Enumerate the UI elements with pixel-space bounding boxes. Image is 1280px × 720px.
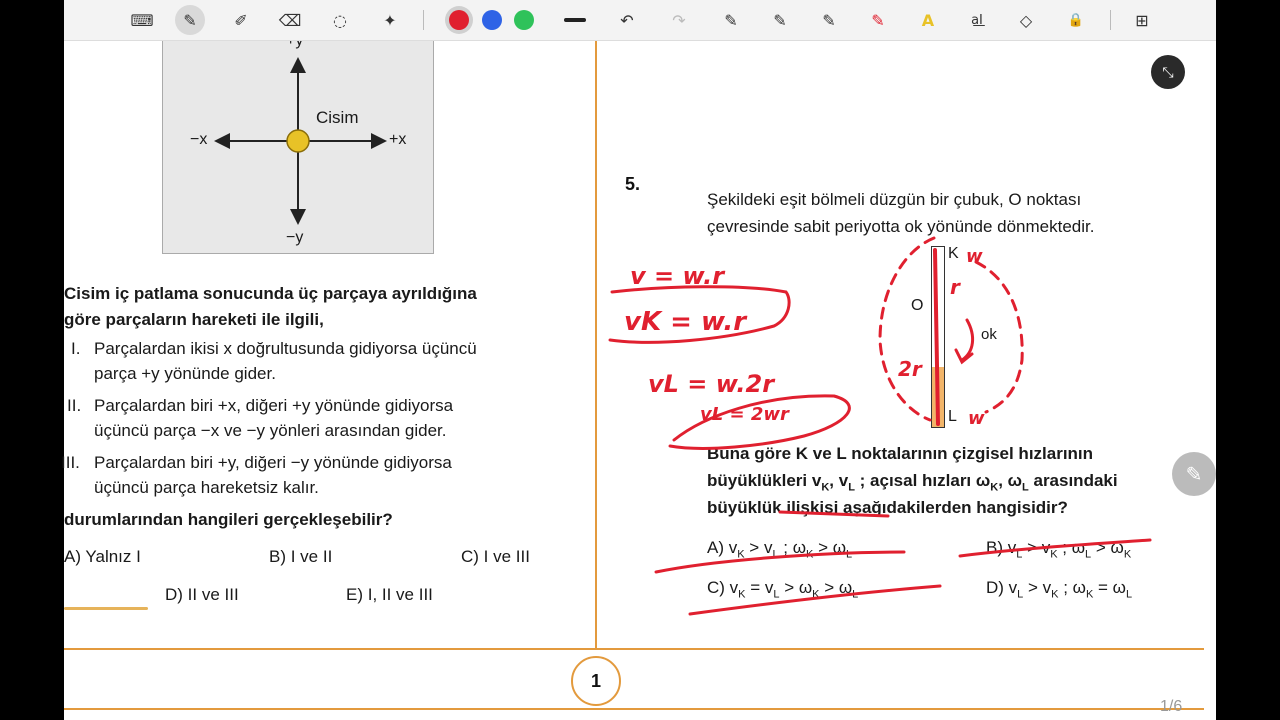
- collapse-fullscreen-button[interactable]: [1151, 55, 1185, 89]
- ask-line-3: büyüklük ilişkisi aşağıdakilerden hangisidir?: [707, 498, 1068, 517]
- collapse-icon: ⤡: [1162, 63, 1174, 80]
- ink-rod-line: [935, 250, 938, 424]
- ink-rotation-left: [880, 238, 934, 420]
- pen-settings-icon[interactable]: ✎: [724, 10, 738, 30]
- color-red-button[interactable]: [449, 10, 469, 30]
- minus-x-label: −x: [190, 131, 208, 148]
- ink-omega-top: w: [966, 246, 983, 267]
- item-2-line-1: Parçalardan biri +x, diğeri +y yönünde gidiyorsa: [94, 396, 454, 415]
- toolbar-separator: [423, 10, 424, 30]
- pen-alt2-icon[interactable]: ✎: [822, 10, 836, 30]
- redo-icon[interactable]: ↷: [672, 10, 686, 30]
- ink-line-2: vK = w.r: [624, 307, 747, 337]
- ink-underline-iliskisi: [780, 512, 888, 516]
- pen-alt-icon[interactable]: ✎: [773, 10, 787, 30]
- grid-icon[interactable]: ⊞: [1135, 10, 1149, 30]
- rod-label-k: K: [948, 245, 959, 262]
- text-tool-icon[interactable]: a͟I: [971, 12, 983, 28]
- keyboard-icon[interactable]: ⌨: [130, 10, 154, 30]
- ink-strike-c: [690, 586, 940, 614]
- marker-red-icon[interactable]: ✎: [871, 10, 885, 30]
- rod-label-o: O: [911, 297, 924, 314]
- ink-line-1: v = w.r: [630, 262, 725, 290]
- highlighter-icon[interactable]: ✐: [234, 10, 248, 30]
- pen-icon[interactable]: ✎: [175, 5, 205, 35]
- floating-pencil-button[interactable]: [1172, 452, 1216, 496]
- stem-line-2: çevresinde sabit periyotta ok yönünde dönmektedir.: [707, 217, 1095, 236]
- stroke-width-button[interactable]: [564, 18, 586, 22]
- toolbar-separator-2: [1110, 10, 1111, 30]
- item-2-line-2: üçüncü parça −x ve −y yönleri arasından gider.: [94, 421, 447, 440]
- ink-line-3: vL = w.2r: [648, 370, 775, 398]
- option-5d[interactable]: D) $v_L > v_K$ ; $\omega_K = \omega_L$: [986, 578, 1133, 601]
- item-1-num: I.: [71, 339, 81, 358]
- item-2-num: II.: [67, 396, 82, 415]
- item-3-num: III.: [61, 453, 80, 472]
- ink-omega-bottom: w: [968, 408, 985, 429]
- option-a[interactable]: A) Yalnız I: [64, 547, 141, 566]
- rod-label-l: L: [948, 408, 957, 425]
- option-5c[interactable]: C) $v_K = v_L > \omega_K > \omega_L$: [707, 578, 859, 601]
- color-green-button[interactable]: [514, 10, 534, 30]
- magic-icon[interactable]: ✦: [383, 10, 397, 30]
- ink-annotations: [64, 0, 1216, 720]
- question-line-2: göre parçaların hareketi ile ilgili,: [64, 310, 324, 329]
- page-count: 1/6: [1160, 698, 1183, 715]
- question-number: 5.: [625, 174, 641, 194]
- annotation-toolbar: [64, 0, 1216, 41]
- lock-icon[interactable]: 🔒: [1067, 12, 1085, 28]
- text-highlight-icon[interactable]: A: [921, 10, 935, 30]
- ink-r-near-k: r: [950, 275, 960, 299]
- lasso-icon[interactable]: ◌: [333, 10, 347, 30]
- document-page: [61, 0, 1216, 720]
- pencil-icon: ✎: [1185, 463, 1203, 486]
- option-d[interactable]: D) II ve III: [165, 585, 239, 604]
- item-3-line-1: Parçalardan biri +y, diğeri −y yönünde gidiyorsa: [94, 453, 452, 472]
- option-5a[interactable]: A) $v_K > v_L$ ; $\omega_K > \omega_L$: [707, 538, 853, 561]
- eraser-icon[interactable]: ⌫: [278, 10, 302, 30]
- ink-strike-b: [960, 540, 1150, 556]
- item-1-line-2: parça +y yönünde gider.: [94, 364, 276, 383]
- item-3-line-2: üçüncü parça hareketsiz kalır.: [94, 478, 319, 497]
- question-line-1: Cisim iç patlama sonucunda üç parçaya ayrıldığına: [64, 284, 477, 303]
- option-c[interactable]: C) I ve III: [461, 547, 530, 566]
- ask-line-2: büyüklükleri $v_K$, $v_L$ ; açısal hızları $\omega_K$, $\omega_L$ arasındaki: [707, 471, 1118, 494]
- plus-x-label: +x: [389, 131, 407, 148]
- ink-strike-a: [656, 552, 904, 572]
- question-end: durumlarından hangileri gerçekleşebilir?: [64, 510, 393, 529]
- object-label: Cisim: [316, 108, 359, 127]
- color-blue-button[interactable]: [482, 10, 502, 30]
- item-1-line-1: Parçalardan ikisi x doğrultusunda gidiyorsa üçüncü: [94, 339, 477, 358]
- ink-two-r: 2r: [898, 357, 922, 381]
- rod-label-ok: ok: [981, 326, 997, 343]
- stem-line-1: Şekildeki eşit bölmeli düzgün bir çubuk, O noktası: [707, 190, 1082, 209]
- option-5b[interactable]: B) $v_L > v_K$ ; $\omega_L > \omega_K$: [986, 538, 1132, 561]
- option-e[interactable]: E) I, II ve III: [346, 585, 433, 604]
- shapes-icon[interactable]: ◇: [1019, 10, 1033, 30]
- ask-line-1: Buna göre K ve L noktalarının çizgisel hızlarının: [707, 444, 1094, 463]
- page-number: 1: [571, 656, 621, 706]
- minus-y-label: −y: [286, 229, 304, 246]
- option-b[interactable]: B) I ve II: [269, 547, 333, 566]
- ink-line-4: vL = 2wr: [700, 404, 789, 425]
- ink-rotation-right: [976, 262, 1022, 412]
- undo-icon[interactable]: ↶: [620, 10, 634, 30]
